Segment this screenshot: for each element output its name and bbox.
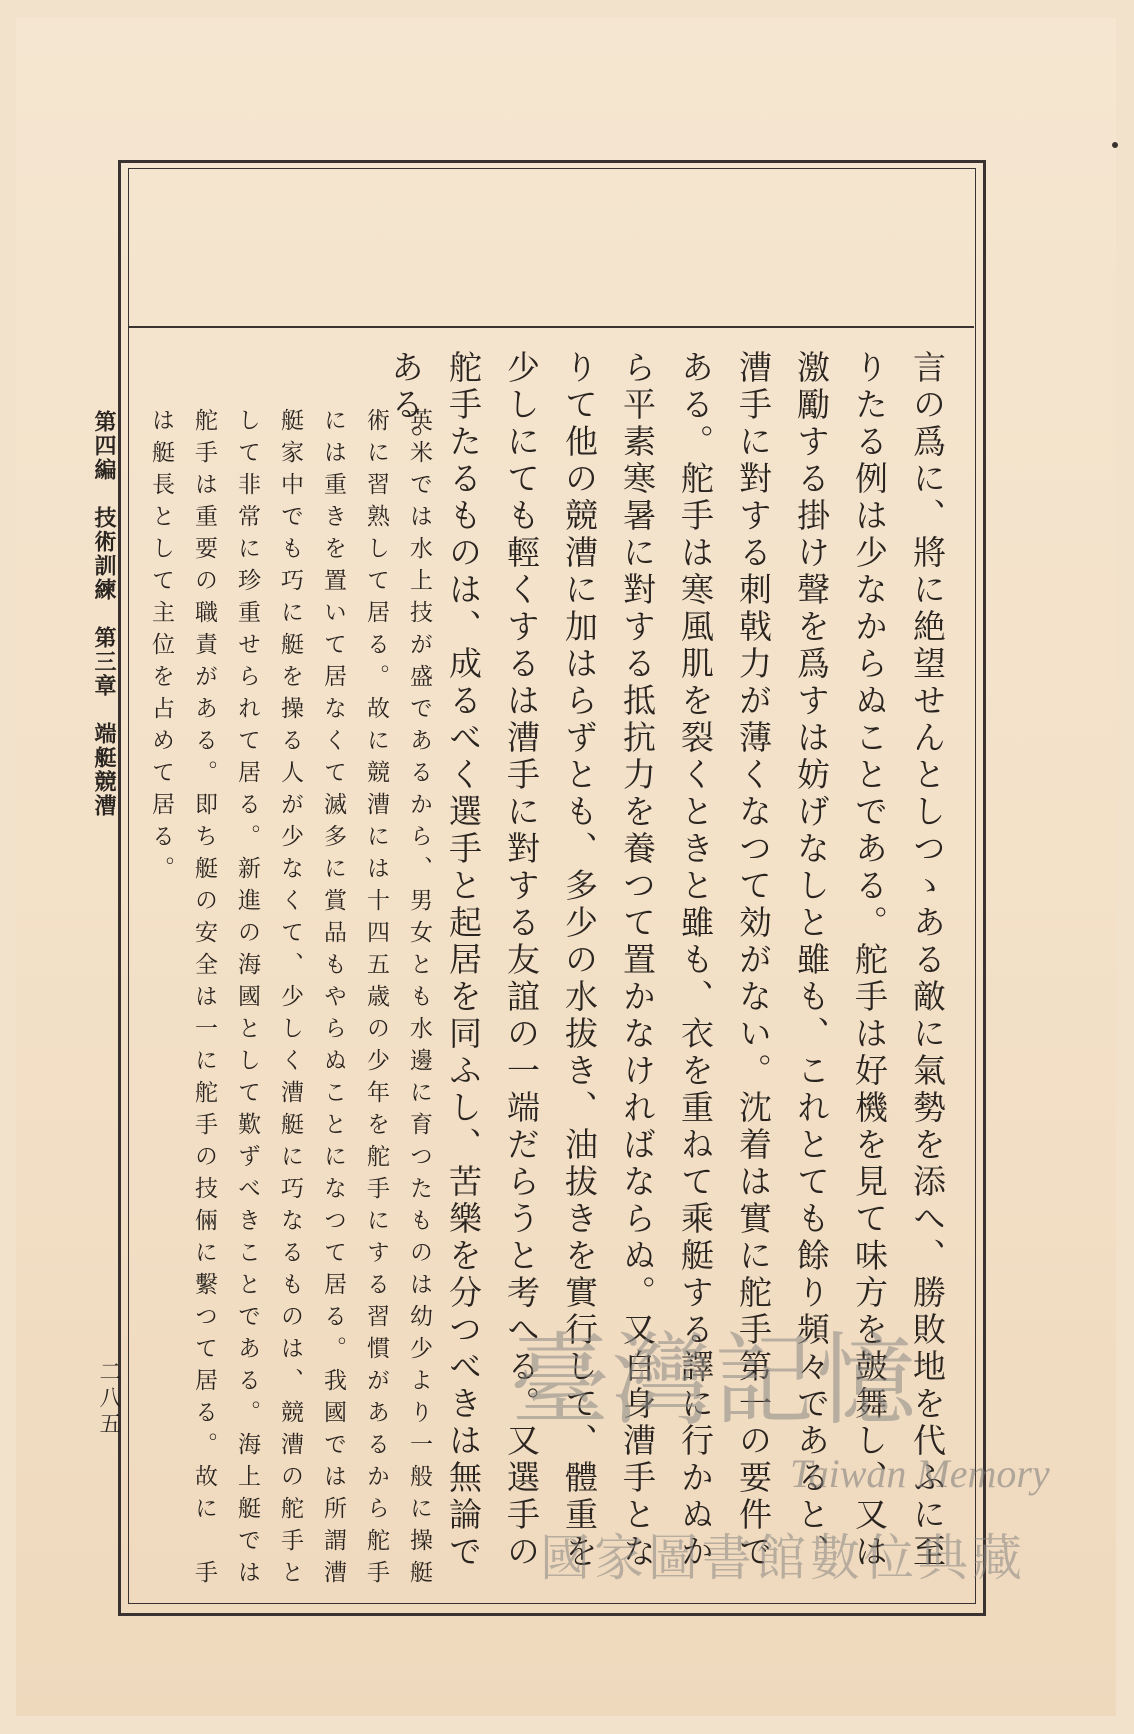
- note-text: 英米では水上技が盛であるから、男女とも水邊に育つたものは幼少より一般に操艇術に習熟して居る。故に競漕には十四五歳の少年を舵手にする習慣があるから舵手には重きを置いて居なくて滅多に賞品もやらぬことになつて居る。我國では所謂漕艇家中でも巧に艇を操る人が少なくて、少しく漕艇に巧なるものは、競漕の舵手として非常に珍重せられて居る。新進の海國として歎ずべきことである。海上艇では舵手は重要の職責がある。即ち艇の安全は一に舵手の技倆に繫つて居る。故に 手は艇長として主位を占めて居る。: [148, 408, 432, 1592]
- watermark-title: 臺灣記憶: [510, 1322, 918, 1439]
- main-body-text: 言の爲に、將に絶望せんとしつゝある敵に氣勢を添へ、勝敗地を代ふに至りたる例は少なからぬことである。舵手は好機を見て味方を皷舞し、又は激勵する掛け聲を爲すは妨げなしと雖も、これとても餘り頻々であると、漕手に對する刺戟力が薄くなつて効がない。沈着は實に舵手第一の要件である。舵手は寒風肌を裂くときと雖も、衣を重ねて乘艇する譯に行かぬから平素寒暑に對する抵抗力を養つて置かなければならぬ。又自身漕手となりて他の競漕に加はらずとも、多少の水拔き、油拔きを實行して、體重を少しにても輕くするは漕手に對する友誼の一端だらうと考へる。又選手の舵手たるものは、成るべく選手と起居を同ふし、苦樂を分つべきは無論である。: [386, 350, 947, 1571]
- running-head: 第四編 技術訓練 第三章 端艇競漕: [91, 410, 117, 818]
- ink-spot: [1112, 142, 1118, 148]
- watermark-english: Taiwan Memory: [790, 1451, 1050, 1496]
- header-rule: [128, 326, 974, 328]
- page-number: 二八五: [96, 1360, 121, 1438]
- watermark-subtitle: 國家圖書館數位典藏: [540, 1529, 1026, 1587]
